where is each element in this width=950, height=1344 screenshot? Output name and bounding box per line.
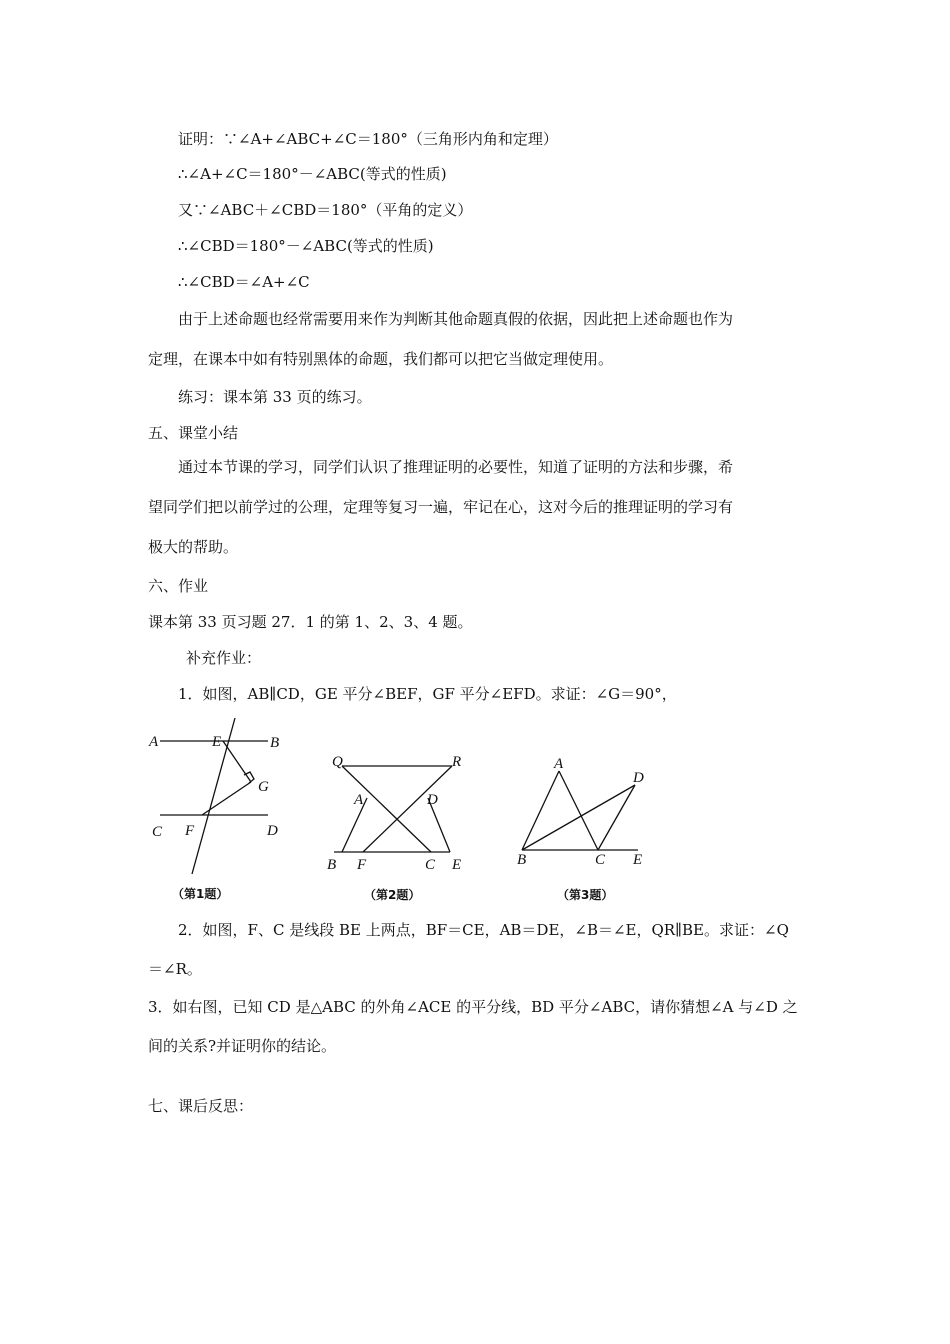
supplement-heading: 补充作业： — [186, 649, 262, 667]
practice-line: 练习：课本第 33 页的练习。 — [178, 388, 372, 406]
right-angle-mark — [244, 772, 254, 783]
label-c: C — [152, 824, 163, 840]
segment-fg — [202, 782, 251, 815]
segment-ac — [559, 771, 598, 850]
segment-rf — [363, 766, 452, 852]
segment-eg — [223, 741, 251, 782]
question-2-line-1: 2．如图，F、C 是线段 BE 上两点，BF＝CE，AB＝DE，∠B＝∠E，QR∥BE。求证：∠Q — [178, 921, 789, 939]
label-q: Q — [332, 754, 343, 770]
proof-line-4: ∴∠CBD＝180°－∠ABC(等式的性质) — [178, 237, 434, 255]
proof-line-2: ∴∠A+∠C＝180°－∠ABC(等式的性质) — [178, 165, 447, 183]
section-6-heading: 六、作业 — [148, 577, 209, 595]
label-a: A — [149, 734, 159, 750]
segment-qc — [342, 766, 431, 852]
proof-line-3: 又∵∠ABC＋∠CBD＝180°（平角的定义） — [178, 201, 473, 219]
label-g: G — [258, 779, 269, 795]
question-2-line-2: ＝∠R。 — [148, 960, 202, 978]
label-c: C — [595, 852, 606, 868]
question-3-line-2: 间的关系?并证明你的结论。 — [148, 1037, 337, 1055]
label-b: B — [327, 857, 337, 873]
label-f: F — [357, 857, 367, 873]
segment-bd — [522, 785, 635, 850]
label-d: D — [267, 823, 278, 839]
proof-line-5: ∴∠CBD＝∠A+∠C — [178, 273, 310, 291]
paragraph-line-1: 由于上述命题也经常需要用来作为判断其他命题真假的依据，因此把上述命题也作为 — [178, 310, 734, 328]
figure-2 — [320, 748, 480, 908]
figure-1-caption: （第1题） — [172, 887, 229, 901]
summary-line-1: 通过本节课的学习，同学们认识了推理证明的必要性，知道了证明的方法和步骤，希 — [178, 458, 734, 476]
label-e: E — [452, 857, 462, 873]
summary-line-3: 极大的帮助。 — [148, 538, 239, 556]
question-3-line-1: 3．如右图，已知 CD 是△ABC 的外角∠ACE 的平分线，BD 平分∠ABC，请你猜想∠A 与∠D 之 — [148, 998, 798, 1016]
label-e: E — [212, 734, 222, 750]
label-b: B — [270, 735, 280, 751]
homework-line: 课本第 33 页习题 27．1 的第 1、2、3、4 题。 — [148, 613, 473, 631]
figure-2-caption: （第2题） — [364, 888, 421, 902]
label-r: R — [452, 754, 462, 770]
label-a: A — [554, 756, 564, 772]
section-7-heading: 七、课后反思： — [148, 1097, 254, 1115]
label-d: D — [427, 792, 438, 808]
label-b: B — [517, 852, 527, 868]
summary-line-2: 望同学们把以前学过的公理，定理等复习一遍，牢记在心，这对今后的推理证明的学习有 — [148, 498, 734, 516]
figure-3-caption: （第3题） — [557, 888, 614, 902]
label-e: E — [633, 852, 643, 868]
label-f: F — [185, 823, 195, 839]
figure-1 — [140, 712, 300, 912]
paragraph-line-2: 定理，在课本中如有特别黑体的命题，我们都可以把它当做定理使用。 — [148, 350, 614, 368]
segment-ab — [522, 771, 559, 850]
proof-line-1: 证明：∵∠A+∠ABC+∠C＝180°（三角形内角和定理） — [178, 130, 558, 148]
question-1: 1．如图，AB∥CD，GE 平分∠BEF，GF 平分∠EFD。求证：∠G＝90°， — [178, 685, 677, 703]
label-d: D — [633, 770, 644, 786]
section-5-heading: 五、课堂小结 — [148, 424, 239, 442]
segment-cd — [598, 785, 635, 850]
label-c: C — [425, 857, 436, 873]
figure-3 — [505, 756, 665, 908]
label-a: A — [354, 792, 364, 808]
